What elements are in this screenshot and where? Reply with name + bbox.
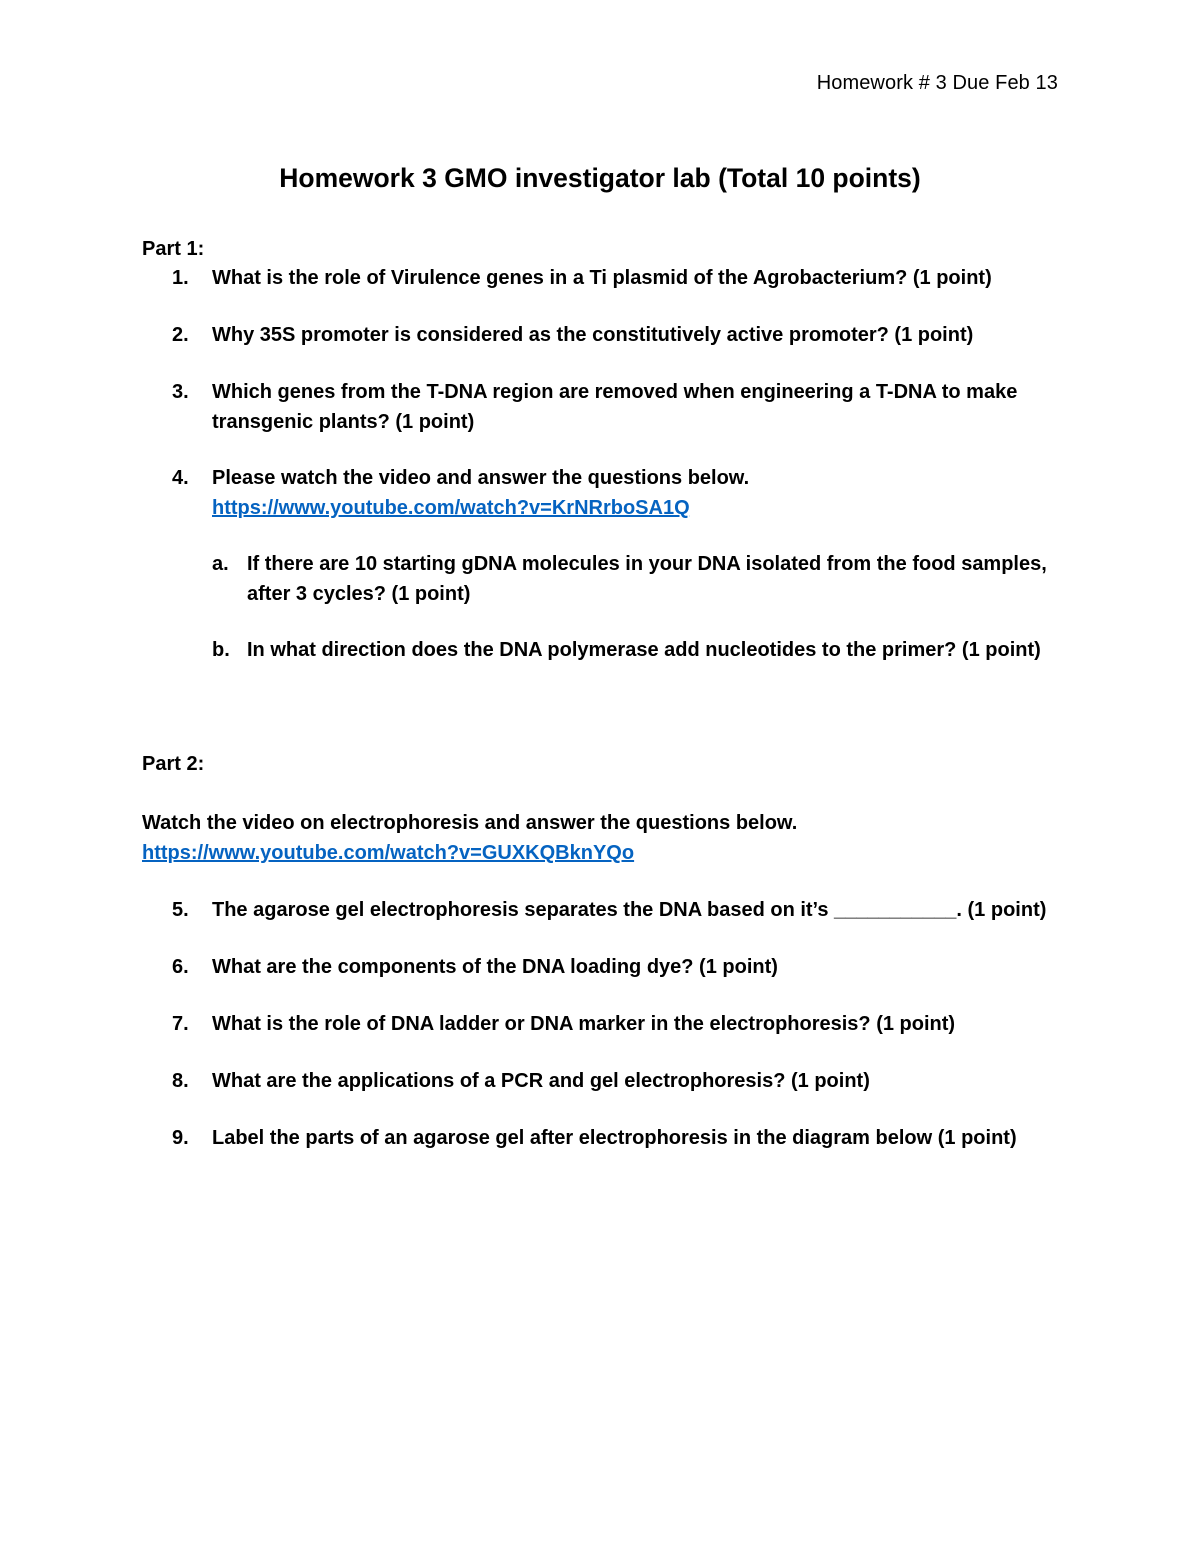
- subquestion-letter: a.: [212, 553, 229, 575]
- subquestion-a: [212, 549, 1072, 609]
- question-number: 2.: [172, 324, 189, 346]
- question-number: 4.: [172, 467, 189, 489]
- question-number: 1.: [172, 267, 189, 289]
- question-number: 5.: [172, 899, 189, 921]
- part2-heading: Part 2:: [142, 753, 205, 775]
- question-text: What is the role of DNA ladder or DNA marker in the electrophoresis? (1 point): [212, 1013, 956, 1035]
- video-link-part1[interactable]: https://www.youtube.com/watch?v=KrNRrboSA1Q: [212, 497, 690, 519]
- question-text: What is the role of Virulence genes in a Ti plasmid of the Agrobacterium? (1 point): [212, 267, 992, 289]
- question-text: What are the applications of a PCR and gel electrophoresis? (1 point): [212, 1070, 870, 1092]
- video-link-part2[interactable]: https://www.youtube.com/watch?v=GUXKQBknYQo: [142, 842, 635, 864]
- subquestion-letter: b.: [212, 639, 230, 661]
- document-title: Homework 3 GMO investigator lab (Total 10 points): [279, 163, 921, 193]
- part1-heading: Part 1:: [142, 238, 205, 260]
- subquestion-text: If there are 10 starting gDNA molecules in your DNA isolated from the food samples, after 3 cycles? (1 point): [247, 553, 1047, 605]
- question-number: 6.: [172, 956, 189, 978]
- part2-intro: Watch the video on electrophoresis and answer the questions below.: [142, 812, 798, 834]
- question-number: 8.: [172, 1070, 189, 1092]
- question-2: [172, 320, 1072, 350]
- question-5: [172, 895, 1072, 925]
- question-4: [172, 463, 1072, 523]
- question-6: [172, 952, 1072, 982]
- question-8: [172, 1066, 1072, 1096]
- question-text: Please watch the video and answer the questions below.: [212, 467, 750, 489]
- subquestion-text: In what direction does the DNA polymerase add nucleotides to the primer? (1 point): [247, 639, 1041, 661]
- question-text: Which genes from the T-DNA region are removed when engineering a T-DNA to make transgenic plants? (1 point): [212, 381, 1018, 433]
- question-9: [172, 1123, 1072, 1153]
- question-number: 9.: [172, 1127, 189, 1149]
- question-7: [172, 1009, 1072, 1039]
- question-3: [172, 377, 1072, 437]
- page-header: Homework # 3 Due Feb 13: [816, 72, 1058, 94]
- question-1: [172, 263, 1072, 293]
- part2-link-line: [142, 838, 634, 868]
- question-number: 7.: [172, 1013, 189, 1035]
- question-text: Label the parts of an agarose gel after electrophoresis in the diagram below (1 point): [212, 1127, 1017, 1149]
- question-text: Why 35S promoter is considered as the constitutively active promoter? (1 point): [212, 324, 974, 346]
- question-text: The agarose gel electrophoresis separates the DNA based on it’s ___________. (1 point): [212, 899, 1047, 921]
- subquestion-b: [212, 635, 1072, 665]
- question-text: What are the components of the DNA loading dye? (1 point): [212, 956, 778, 978]
- question-number: 3.: [172, 381, 189, 403]
